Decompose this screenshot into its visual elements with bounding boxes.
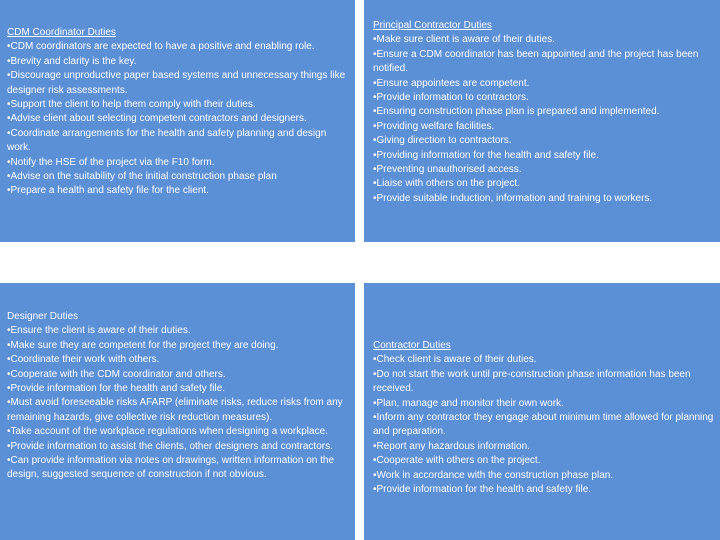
list-item: •Preventing unauthorised access. [373,164,522,176]
list-item: •Can provide information via notes on drawings, written information on the design, suggested sequence of construction if not obvious. [7,455,335,481]
panel-heading: Principal Contractor Duties [373,20,492,31]
list-item: •Coordinate their work with others. [7,354,160,366]
list-item: •Report any hazardous information. [373,440,530,452]
list-item: •Do not start the work until pre-construction phase information has been received. [373,368,691,395]
list-item: •Make sure they are competent for the project they are doing. [7,339,279,351]
duties-list [7,40,348,198]
list-item: •Provide suitable induction, information and training to workers. [373,192,653,204]
list-item: •Provide information for the health and safety file. [7,383,226,395]
list-item: •Check client is aware of their duties. [373,354,537,366]
list-item: •Giving direction to contractors. [373,135,512,147]
list-item: •Inform any contractor they engage about minimum time allowed for planning and preparation. [373,412,714,438]
panel-heading: Designer Duties [7,311,79,322]
contractor-duties-panel [364,283,720,540]
list-item: •Provide information for the health and safety file. [373,484,592,496]
panel-heading: CDM Coordinator Duties [7,27,116,38]
list-item: •Discourage unproductive paper based systems and unnecessary things like designer risk assessments. [7,70,346,96]
list-item: •Work in accordance with the construction phase plan. [373,469,614,481]
list-item: •Provide information to assist the clients, other designers and contractors. [7,440,333,452]
list-item: •Cooperate with the CDM coordinator and others. [7,368,226,380]
list-item: •Provide information to contractors. [373,92,529,104]
list-item: •Ensure the client is aware of their duties. [7,325,191,337]
list-item: •Cooperate with others on the project. [373,455,541,467]
list-item: •Advise on the suitability of the initial construction phase plan [7,171,277,183]
list-item: •Support the client to help them comply with their duties. [7,99,256,111]
duties-list [373,33,714,206]
list-item: •Make sure client is aware of their duties. [373,34,555,46]
list-item: •Plan, manage and monitor their own work. [373,397,564,409]
list-item: •Providing information for the health and safety file. [373,149,599,161]
panel-heading: Contractor Duties [373,340,451,351]
list-item: •Coordinate arrangements for the health and safety planning and design work. [7,127,327,154]
duties-list [373,353,714,497]
list-item: •Ensure appointees are competent. [373,77,530,89]
designer-duties-panel [0,283,355,540]
list-item: •Ensuring construction phase plan is prepared and implemented. [373,106,660,118]
list-item: •Liaise with others on the project. [373,178,520,190]
list-item: •Advise client about selecting competent contractors and designers. [7,113,307,125]
list-item: •Prepare a health and safety file for the client. [7,185,209,197]
list-item: •Notify the HSE of the project via the F10 form. [7,156,215,168]
principal-contractor-duties-panel [364,0,720,242]
list-item: •Take account of the workplace regulations when designing a workplace. [7,426,328,438]
list-item: •Ensure a CDM coordinator has been appointed and the project has been notified. [373,48,699,75]
duties-list [7,324,348,482]
cdm-coordinator-duties-panel [0,0,355,242]
list-item: •CDM coordinators are expected to have a positive and enabling role. [7,41,315,53]
list-item: •Must avoid foreseeable risks AFARP (eliminate risks, reduce risks from any remaining hazards, give collective risk reduction measures). [7,397,343,423]
list-item: •Providing welfare facilities. [373,120,495,132]
list-item: •Brevity and clarity is the key. [7,55,137,67]
